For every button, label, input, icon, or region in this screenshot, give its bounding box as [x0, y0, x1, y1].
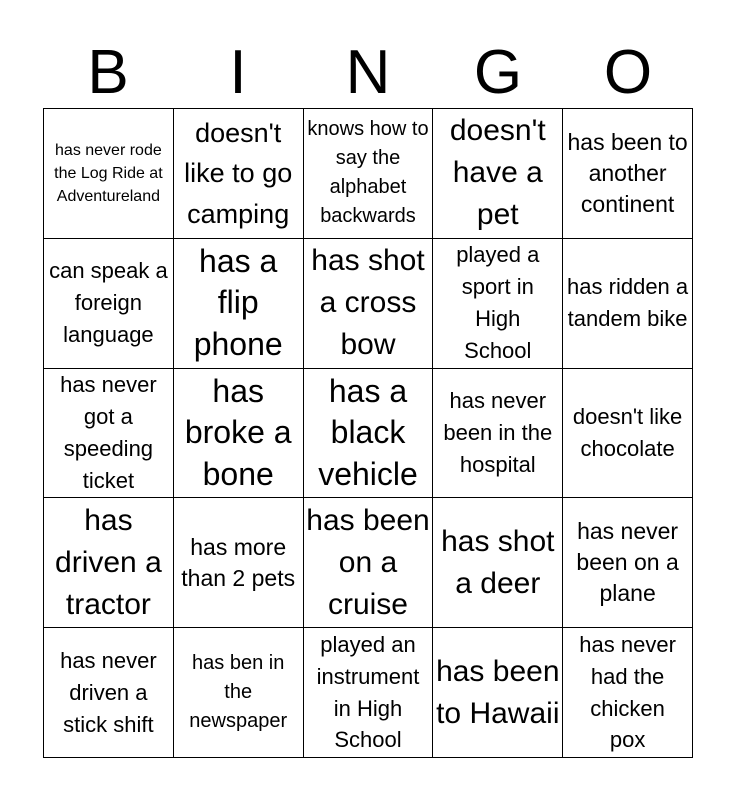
- cell-text: knows how to say the alphabet backwards: [307, 118, 429, 228]
- bingo-header: [43, 38, 693, 108]
- bingo-cell[interactable]: [563, 369, 693, 499]
- cell-text: can speak a foreign language: [49, 258, 168, 348]
- cell-text: has been to another continent: [567, 128, 688, 217]
- bingo-cell[interactable]: [44, 369, 174, 499]
- cell-text: doesn't like to go camping: [184, 117, 293, 229]
- bingo-cell[interactable]: [433, 239, 563, 369]
- cell-text: has never had the chicken pox: [579, 631, 676, 753]
- header-letter-o: O: [603, 38, 653, 107]
- bingo-cell[interactable]: [304, 498, 434, 628]
- bingo-cell[interactable]: [563, 498, 693, 628]
- bingo-cell[interactable]: [304, 628, 434, 758]
- header-letter-b: B: [87, 38, 129, 107]
- cell-text: doesn't have a pet: [449, 114, 546, 232]
- cell-text: has more than 2 pets: [181, 533, 296, 591]
- cell-text: has a flip phone: [193, 242, 283, 362]
- bingo-cell[interactable]: [563, 109, 693, 239]
- bingo-cell[interactable]: [174, 498, 304, 628]
- bingo-grid: [43, 108, 693, 758]
- cell-text: has never got a speeding ticket: [60, 372, 157, 493]
- cell-text: has shot a deer: [441, 524, 555, 600]
- cell-text: played a sport in High School: [456, 242, 540, 364]
- bingo-cell[interactable]: [174, 109, 304, 239]
- cell-text: has never driven a stick shift: [60, 647, 157, 737]
- bingo-cell[interactable]: [563, 628, 693, 758]
- bingo-cell[interactable]: [433, 369, 563, 499]
- cell-text: has never been in the hospital: [443, 388, 553, 477]
- cell-text: has a black vehicle: [318, 372, 418, 492]
- cell-text: has never been on a plane: [576, 518, 679, 607]
- cell-text: has shot a cross bow: [311, 244, 425, 362]
- bingo-cell[interactable]: [433, 498, 563, 628]
- header-letter-n: N: [345, 38, 391, 107]
- cell-text: has ridden a tandem bike: [567, 274, 689, 332]
- cell-text: has been on a cruise: [306, 503, 430, 621]
- cell-text: played an instrument in High School: [316, 631, 420, 753]
- cell-text: has broke a bone: [184, 372, 292, 492]
- cell-text: has ben in the newspaper: [189, 652, 288, 733]
- cell-text: has driven a tractor: [55, 503, 162, 621]
- bingo-cell[interactable]: [433, 628, 563, 758]
- cell-text: has never rode the Log Ride at Adventureland: [54, 141, 163, 205]
- bingo-cell[interactable]: [174, 628, 304, 758]
- bingo-cell[interactable]: [304, 369, 434, 499]
- bingo-cell[interactable]: [304, 239, 434, 369]
- cell-text: has been to Hawaii: [436, 654, 560, 730]
- bingo-cell[interactable]: [563, 239, 693, 369]
- bingo-cell[interactable]: [174, 239, 304, 369]
- bingo-cell[interactable]: [44, 109, 174, 239]
- bingo-cell[interactable]: [433, 109, 563, 239]
- header-letter-i: I: [229, 38, 247, 107]
- bingo-cell[interactable]: [174, 369, 304, 499]
- bingo-cell[interactable]: [304, 109, 434, 239]
- header-letter-g: G: [473, 38, 523, 107]
- cell-text: doesn't like chocolate: [572, 404, 683, 461]
- bingo-cell[interactable]: [44, 239, 174, 369]
- bingo-cell[interactable]: [44, 498, 174, 628]
- bingo-cell[interactable]: [44, 628, 174, 758]
